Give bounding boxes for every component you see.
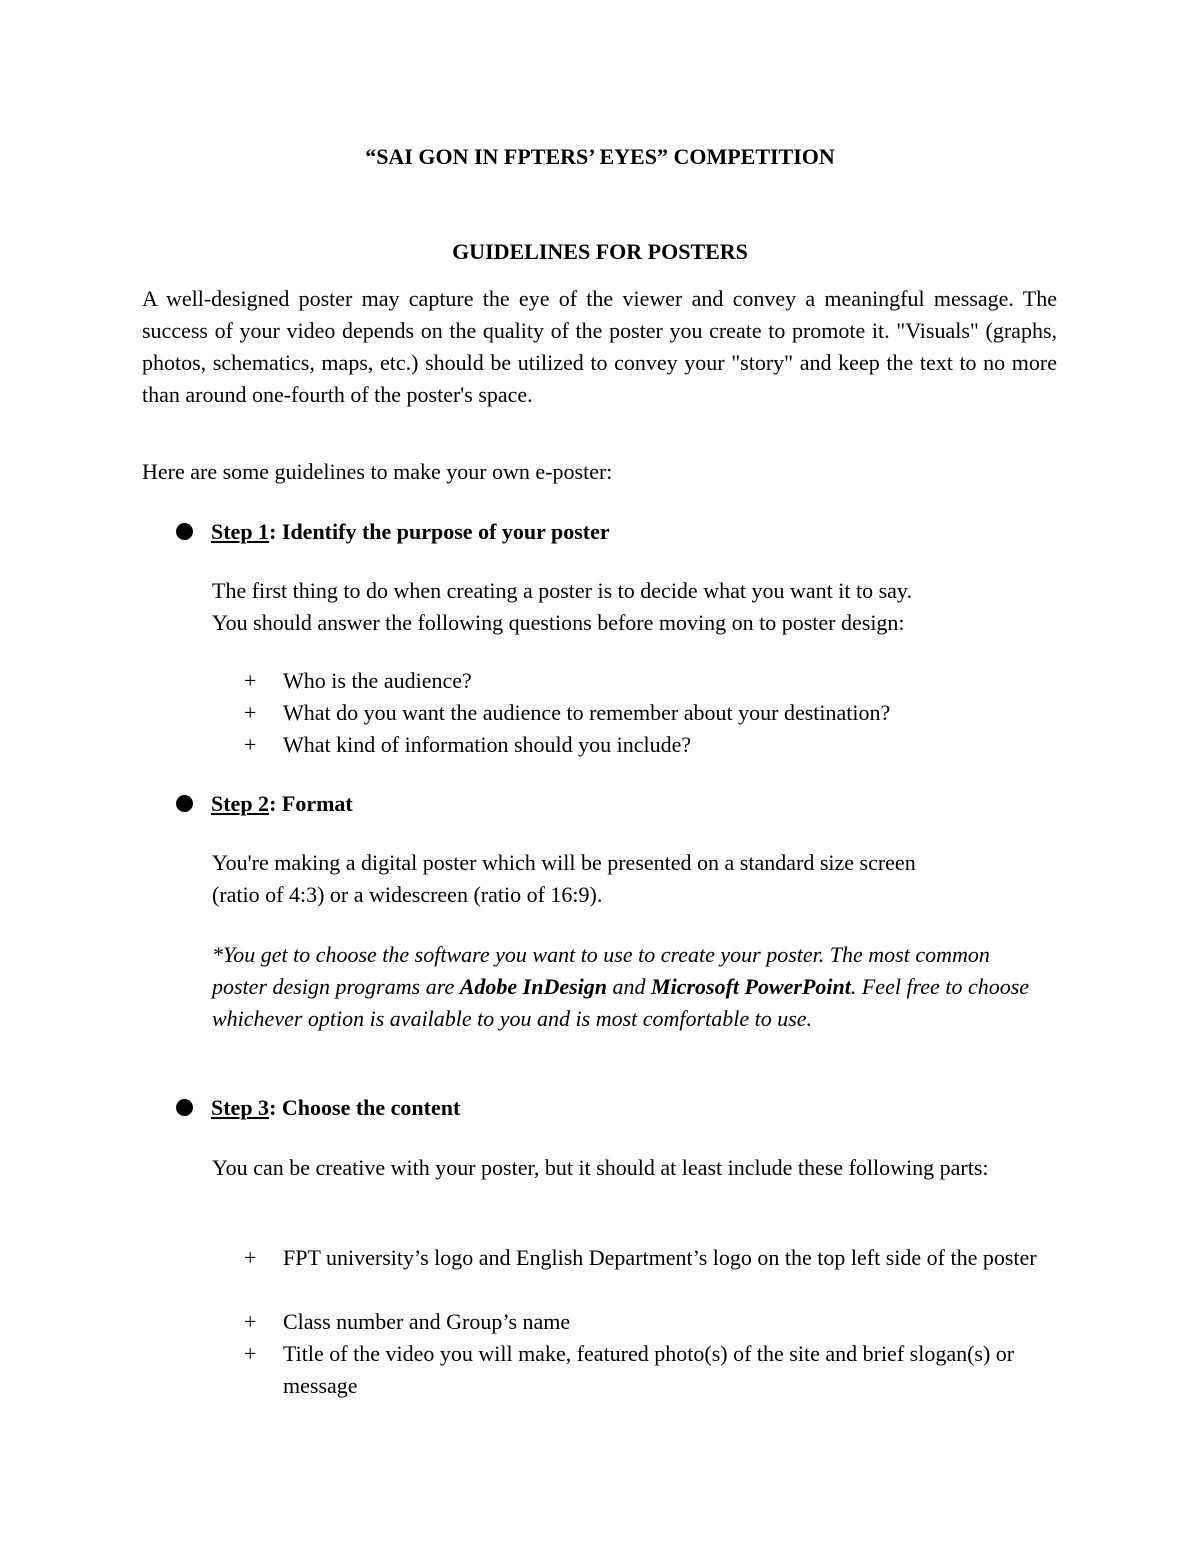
step-2-heading: Step 2: Format	[176, 788, 353, 820]
step-2-line: (ratio of 4:3) or a widescreen (ratio of 16:9).	[212, 882, 603, 907]
lead-paragraph: Here are some guidelines to make your own e-poster:	[142, 459, 613, 484]
section-title: GUIDELINES FOR POSTERS	[452, 239, 748, 264]
software-note: *You get to choose the software you want to use to create your poster. The most common poster design programs are Adobe InDesign and Microsoft PowerPoint. Feel free to choose whichever option is available to you and is most comfortable to use.	[212, 942, 1030, 1031]
intro-paragraph: A well-designed poster may capture the eye of the viewer and convey a meaningful message. The success of your video depends on the quality of the poster you create to promote it. "Visuals" (graphs, photos, schematics, maps, etc.) should be utilized to convey your "story" and keep the text to no more than around one-fourth of the poster's space.	[142, 286, 1057, 407]
step-1-heading: Step 1: Identify the purpose of your poster	[176, 516, 610, 548]
step-2-line: You're making a digital poster which will be presented on a standard size screen	[212, 850, 916, 875]
step-1-line: You should answer the following questions before moving on to poster design:	[212, 610, 905, 635]
step-3-body: You can be creative with your poster, but it should at least include these following parts:	[212, 1155, 989, 1180]
step-1-line: The first thing to do when creating a poster is to decide what you want it to say.	[212, 578, 912, 603]
document-title: “SAI GON IN FPTERS’ EYES” COMPETITION	[365, 144, 835, 169]
step-3-heading: Step 3: Choose the content	[176, 1092, 460, 1124]
bullet-icon	[176, 795, 193, 812]
bullet-icon	[176, 523, 193, 540]
bullet-icon	[176, 1099, 193, 1116]
